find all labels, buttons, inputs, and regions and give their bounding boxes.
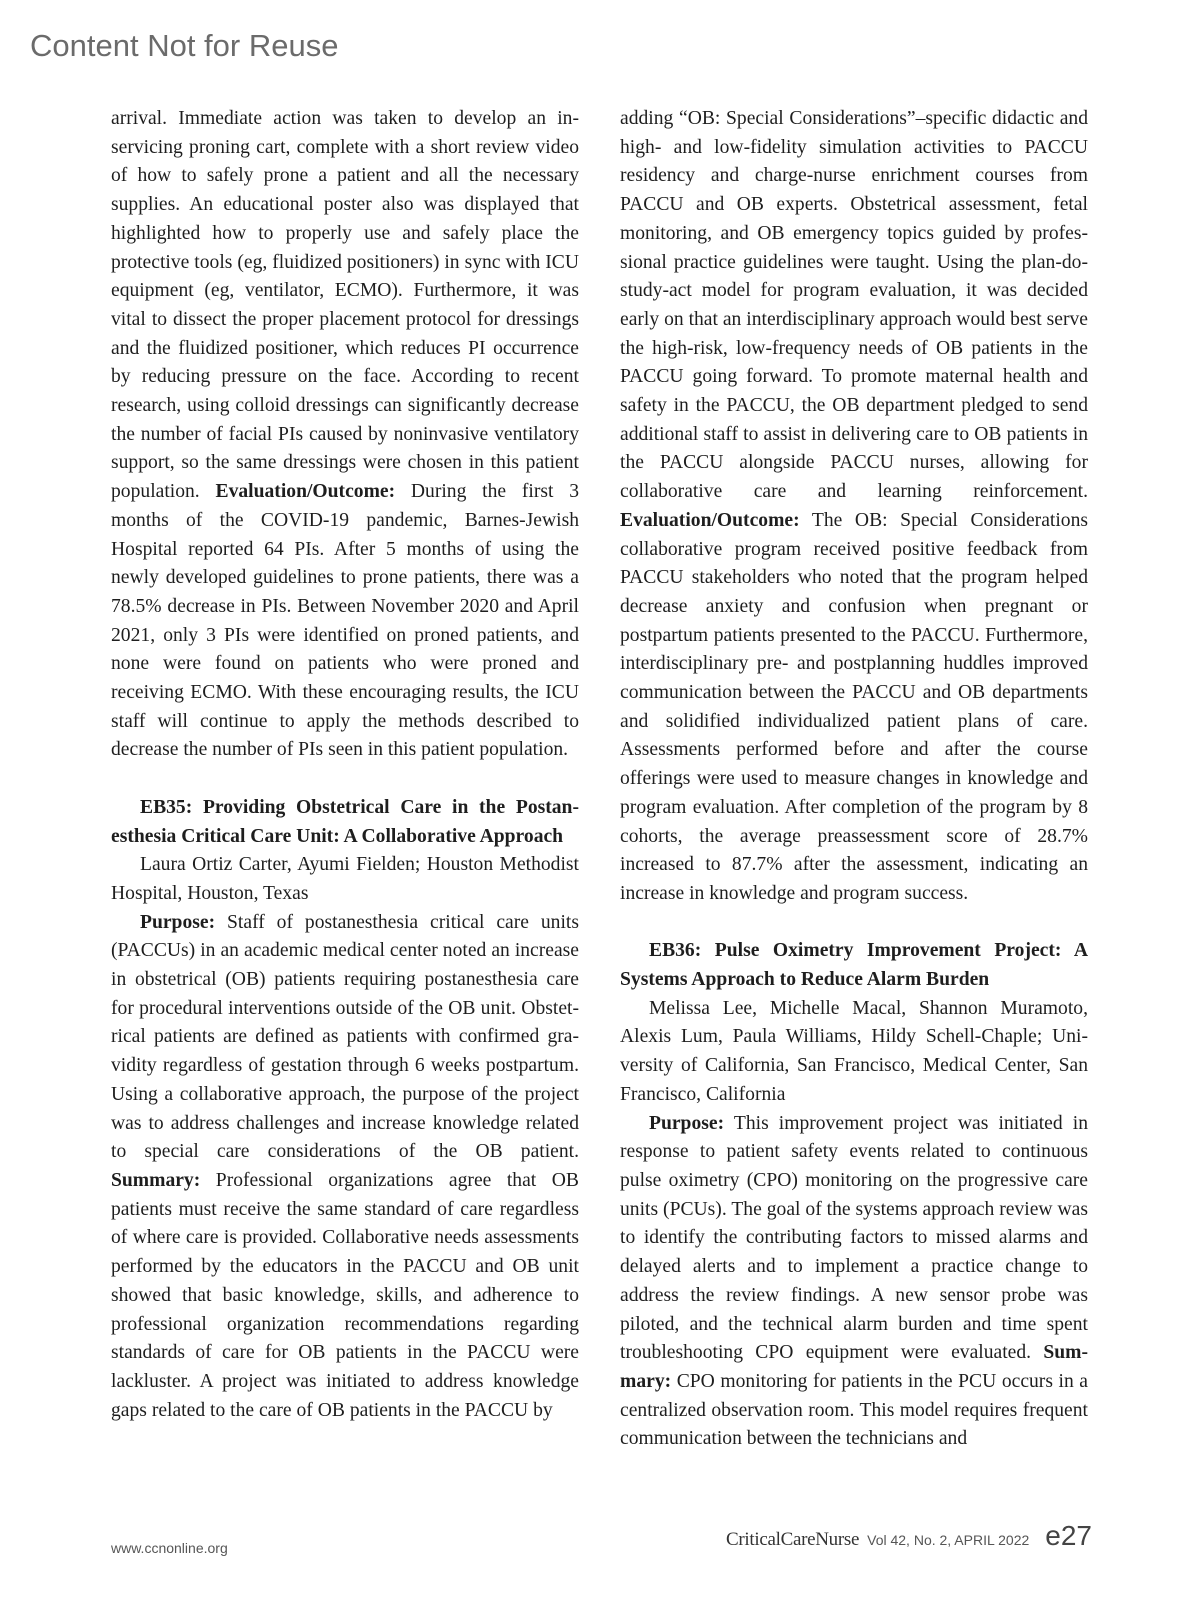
eb36-body xyxy=(620,1110,1088,1454)
footer-journal-info xyxy=(726,1520,1092,1552)
right-continuation-text: adding “OB: Special Considerations”–specific didactic and high- and low-fidelity simulation activities to PACCU residency and charge-nurse enrichment courses from PACCU and OB experts. Obstetrical assessment, fetal monitoring, and OB emergency topics guided by professional practice guidelines were taught. Using the plan-do-study-act model for program evaluation, it was decided early on that an interdisciplinary approach would best serve the high-risk, low-frequency needs of OB patients in the PACCU going forward. To promote maternal health and safety in the PACCU, the OB department pledged to send additional staff to assist in delivering care to OB patients in the PACCU alongside PACCU nurses, allowing for collaborative care and learning reinforcement. xyxy=(620,108,1088,503)
footer-url-link[interactable]: www.ccnonline.org xyxy=(111,1540,228,1556)
eb35-title: EB35: Providing Obstetrical Care in the Postanesthesia Critical Care Unit: A Collaborative Approach xyxy=(111,796,579,847)
eb35-summary-label: Summary: xyxy=(111,1170,201,1191)
watermark: Content Not for Reuse xyxy=(30,28,339,63)
right-continuation-paragraph xyxy=(620,105,1088,909)
issue-info: Vol 42, No. 2, APRIL 2022 xyxy=(867,1532,1030,1548)
eb35-summary-text: Professional organizations agree that OB patients must receive the same standard of care regardless of where care is provided. Collaborative needs assessments performed by the educators in the PACCU and OB unit showed that basic knowledge, skills, and adherence to professional organization recommendations regarding standards of care for OB patients in the PACCU were lackluster. A project was initiated to address knowledge gaps related to the care of OB patients in the PACCU by xyxy=(111,1170,579,1421)
right-column xyxy=(620,105,1088,1454)
left-continuation-text: arrival. Immediate action was taken to develop an in-servicing proning cart, complete with a short review video of how to safely prone a patient and all the necessary supplies. An educational poster also was displayed that highlighted how to properly use and safely place the protective tools (eg, fluidized positioners) in sync with ICU equipment (eg, ventilator, ECMO). Furthermore, it was vital to dissect the proper placement protocol for dressings and the fluidized positioner, which reduces PI occurrence by reducing pressure on the face. According to recent research, using colloid dressings can significantly decrease the number of facial PIs caused by noninvasive ventilatory support, so the same dressings were chosen in this patient population. xyxy=(111,108,579,503)
eb36-purpose-text: This improvement project was initiated in response to patient safety events related to continuous pulse oximetry (CPO) monitoring on the progressive care units (PCUs). The goal of the systems approach review was to identify the contributing factors to missed alarms and delayed alerts and to implement a practice change to address the review findings. A new sensor probe was piloted, and the technical alarm burden and time spent troubleshooting CPO equipment were evaluated. xyxy=(620,1112,1088,1364)
eb36-title: EB36: Pulse Oximetry Improvement Project: A Systems Approach to Reduce Alarm Burden xyxy=(620,940,1088,991)
page-number: e27 xyxy=(1045,1520,1092,1551)
right-outcome-label: Evaluation/Outcome: xyxy=(620,509,800,531)
left-outcome-label: Evaluation/Outcome: xyxy=(215,481,396,503)
journal-name: CriticalCareNurse xyxy=(726,1529,860,1550)
eb35-authors: Laura Ortiz Carter, Ayumi Fielden; Houston Methodist Hospital, Houston, Texas xyxy=(111,854,579,904)
left-column xyxy=(111,105,579,1425)
eb36-authors: Melissa Lee, Michelle Macal, Shannon Muramoto, Alexis Lum, Paula Williams, Hildy Schell-Chaple; University of California, San Francisco, Medical Center, San Francisco, California xyxy=(620,997,1088,1105)
eb36-summary-label: Summary: xyxy=(620,1342,1088,1392)
eb36-purpose-label: Purpose: xyxy=(649,1112,725,1134)
eb35-body xyxy=(111,909,579,1426)
right-outcome-text: The OB: Special Considerations collaborative program received positive feedback from PACCU stakeholders who noted that the program helped decrease anxiety and confusion when pregnant or postpartum patients presented to the PACCU. Furthermore, interdisciplinary pre- and postplanning huddles improved communication between the PACCU and OB departments and solidified individualized patient plans of care. Assessments performed before and after the course offerings were used to measure changes in knowledge and program evaluation. After completion of the program by 8 cohorts, the average preassessment score of 28.7% increased to 87.7% after the assessment, indicating an increase in knowledge and program success. xyxy=(620,509,1088,904)
eb35-purpose-text: Staff of postanesthesia critical care units (PACCUs) in an academic medical center noted an increase in obstetrical (OB) patients requiring postanesthesia care for procedural interventions outside of the OB unit. Obstetrical patients are defined as patients with confirmed gravidity regardless of gestation through 6 weeks postpartum. Using a collaborative approach, the purpose of the project was to address challenges and increase knowledge related to special care considerations of the OB patient. xyxy=(111,911,579,1163)
eb36-summary-text: CPO monitoring for patients in the PCU occurs in a centralized observation room. This model requires frequent communication between the technicians and xyxy=(620,1370,1088,1450)
left-continuation-paragraph xyxy=(111,105,579,765)
left-outcome-text: During the first 3 months of the COVID-19 pandemic, Barnes-Jewish Hospital reported 64 PIs. After 5 months of using the newly developed guidelines to prone patients, there was a 78.5% decrease in PIs. Between November 2020 and April 2021, only 3 PIs were identified on proned patients, and none were found on patients who were proned and receiving ECMO. With these encouraging results, the ICU staff will continue to apply the methods described to decrease the number of PIs seen in this patient population. xyxy=(111,481,579,761)
eb35-purpose-label: Purpose: xyxy=(140,911,216,933)
